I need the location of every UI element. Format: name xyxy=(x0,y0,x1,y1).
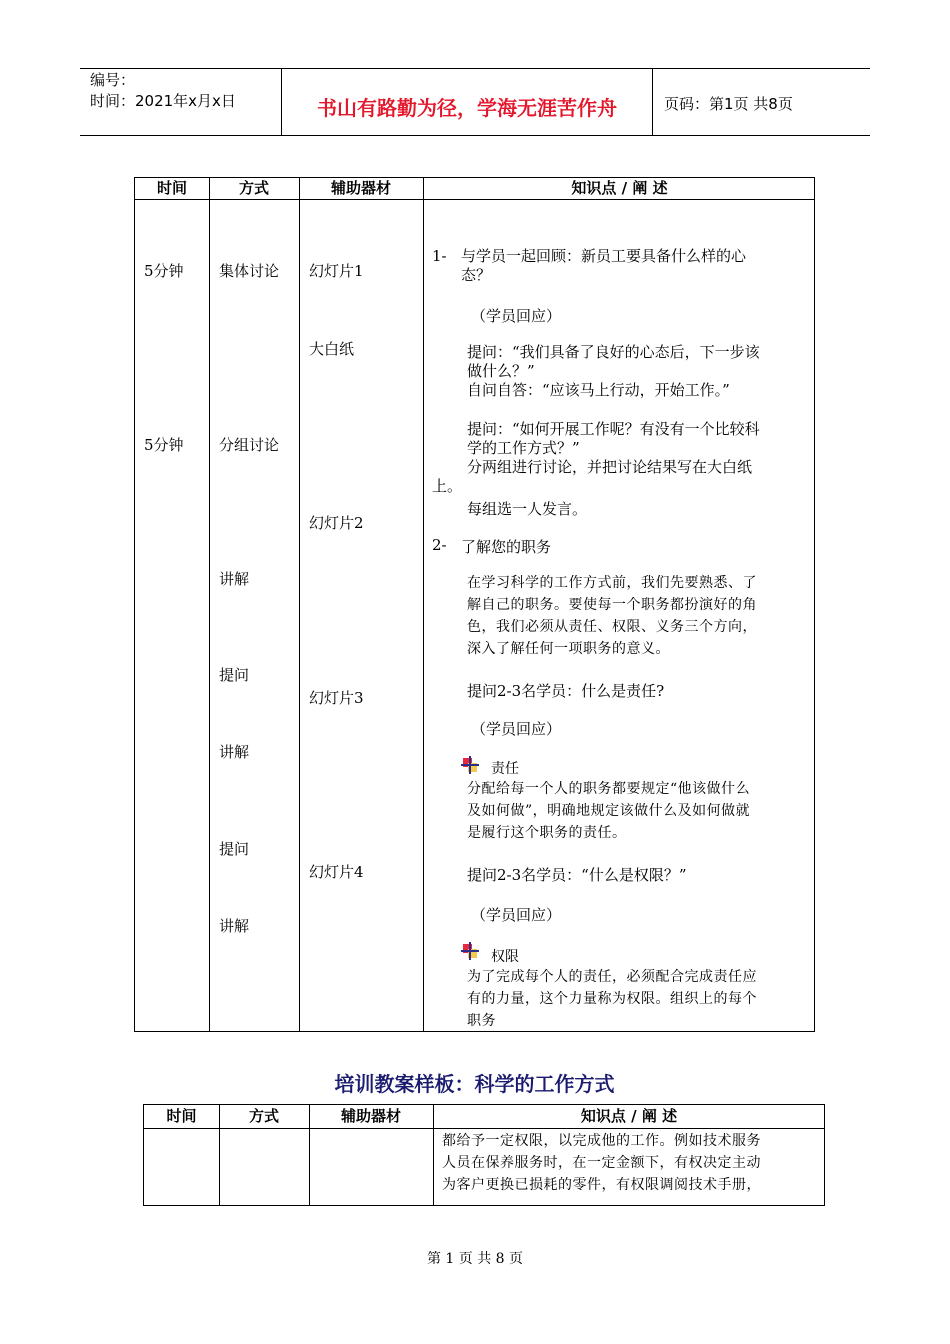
duty-line: 深入了解任何一项职务的意义。 xyxy=(467,641,670,657)
question-2 xyxy=(467,420,812,458)
responsibility-title: 责任 xyxy=(491,761,519,777)
lesson-table xyxy=(134,177,815,1032)
group-discussion xyxy=(432,458,812,496)
duty-line: 在学习科学的工作方式前，我们先要熟悉、了 xyxy=(467,575,757,591)
header-knowledge: 知识点 / 阐 述 xyxy=(571,179,668,197)
header-time: 时间 xyxy=(156,179,187,197)
group-line-a: 分两组进行讨论，并把讨论结果写在大白纸 xyxy=(467,458,753,476)
authority-title: 权限 xyxy=(491,949,519,965)
question-1 xyxy=(467,343,812,400)
header-materials: 辅助器材 xyxy=(340,1107,401,1125)
header-top-rule xyxy=(80,68,870,69)
continued-line: 为客户更换已损耗的零件，有权限调阅技术手册， xyxy=(442,1177,761,1193)
document-title: 培训教案样板：科学的工作方式 xyxy=(334,1072,615,1096)
resp-line: 是履行这个职务的责任。 xyxy=(467,825,627,841)
self-answer: 自问自答：“应该马上行动，开始工作。” xyxy=(467,381,730,399)
header-left xyxy=(90,70,236,112)
group-line-b: 上。 xyxy=(432,477,463,495)
item-number: 1- xyxy=(432,247,447,265)
student-reply: （学员回应） xyxy=(471,906,562,924)
student-reply: （学员回应） xyxy=(471,720,562,738)
materials-cell: 幻灯片4 xyxy=(309,863,364,881)
item-number: 2- xyxy=(432,536,447,554)
number-label: 编号： xyxy=(90,71,136,89)
method-cell: 分组讨论 xyxy=(219,436,280,454)
auth-line: 为了完成每个人的责任，必须配合完成责任应 xyxy=(467,969,757,985)
method-cell: 集体讨论 xyxy=(219,262,280,280)
header-divider xyxy=(652,68,653,136)
header-bottom-rule xyxy=(80,135,870,136)
continued-line: 都给予一定权限，以完成他的工作。例如技术服务 xyxy=(442,1133,761,1149)
question-1-line-b: 做什么？” xyxy=(467,362,535,380)
continued-paragraph xyxy=(442,1130,822,1196)
table-header-rule xyxy=(135,199,814,200)
question-4: 提问2-3名学员：“什么是权限？” xyxy=(467,866,687,884)
header-method: 方式 xyxy=(248,1107,279,1125)
header-page-info: 页码：第1页 共8页 xyxy=(664,95,793,113)
time-cell: 5分钟 xyxy=(144,262,184,280)
question-3: 提问2-3名学员：什么是责任? xyxy=(467,682,665,700)
materials-cell: 幻灯片1 xyxy=(309,262,364,280)
speaker-note: 每组选一人发言。 xyxy=(467,500,588,518)
question-1-line-a: 提问：“我们具备了良好的心态后，下一步该 xyxy=(467,343,760,361)
method-cell: 讲解 xyxy=(219,570,250,588)
bullet-icon xyxy=(461,756,479,774)
method-cell: 讲解 xyxy=(219,743,250,761)
table-header-rule xyxy=(144,1128,824,1129)
continued-line: 人员在保养服务时，在一定金额下，有权决定主动 xyxy=(442,1155,761,1171)
question-2-line-b: 学的工作方式？” xyxy=(467,439,580,457)
bullet-icon xyxy=(461,942,479,960)
page-footer: 第 1 页 共 8 页 xyxy=(426,1251,524,1267)
authority-paragraph xyxy=(467,966,812,1032)
resp-line: 分配给每一个人的职务都要规定“他该做什么 xyxy=(467,781,751,797)
header-time: 时间 xyxy=(166,1107,197,1125)
auth-line: 职务 xyxy=(467,1013,496,1029)
column-divider xyxy=(423,178,424,1031)
lesson-table-continued xyxy=(143,1104,825,1206)
header-motto: 书山有路勤为径，学海无涯苦作舟 xyxy=(317,96,617,120)
header-knowledge: 知识点 / 阐 述 xyxy=(580,1107,678,1125)
materials-cell: 幻灯片3 xyxy=(309,689,364,707)
time-label: 时间：2021年x月x日 xyxy=(90,92,236,110)
resp-line: 及如何做”，明确地规定该做什么及如何做就 xyxy=(467,803,751,819)
responsibility-paragraph xyxy=(467,778,812,844)
question-2-line-a: 提问：“如何开展工作呢？有没有一个比较科 xyxy=(467,420,760,438)
time-cell: 5分钟 xyxy=(144,436,184,454)
item1-line-a: 与学员一起回顾：新员工要具备什么样的心 xyxy=(461,247,747,265)
item1-line-b: 态？ xyxy=(461,266,492,284)
method-cell: 讲解 xyxy=(219,917,250,935)
method-cell: 提问 xyxy=(219,666,250,684)
header-method: 方式 xyxy=(238,179,269,197)
column-divider xyxy=(209,178,210,1031)
student-reply: （学员回应） xyxy=(471,307,562,325)
item1-text xyxy=(461,247,811,285)
duty-paragraph xyxy=(467,572,812,660)
duty-line: 色，我们必须从责任、权限、义务三个方向， xyxy=(467,619,757,635)
header-materials: 辅助器材 xyxy=(330,179,391,197)
item2-text: 了解您的职务 xyxy=(461,538,552,556)
materials-cell: 大白纸 xyxy=(309,340,355,358)
auth-line: 有的力量，这个力量称为权限。组织上的每个 xyxy=(467,991,757,1007)
column-divider xyxy=(299,178,300,1031)
duty-line: 解自己的职务。要使每一个职务都扮演好的角 xyxy=(467,597,757,613)
method-cell: 提问 xyxy=(219,840,250,858)
materials-cell: 幻灯片2 xyxy=(309,514,364,532)
